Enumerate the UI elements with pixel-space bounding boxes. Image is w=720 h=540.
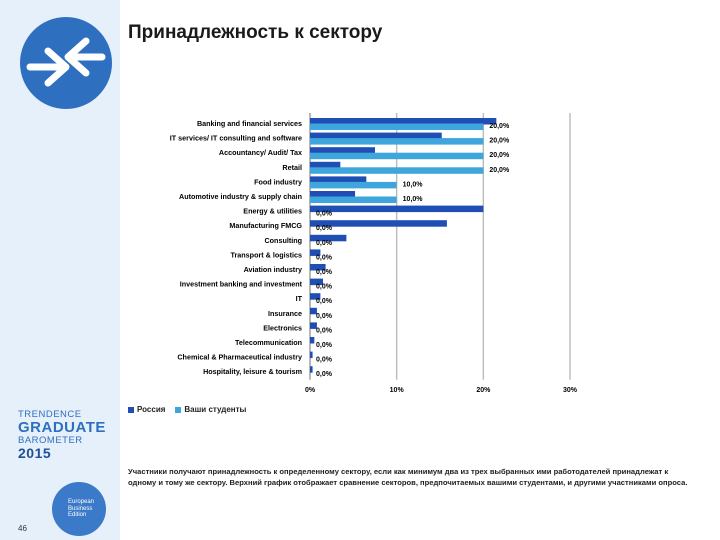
data-label: 20,0% (489, 166, 510, 174)
data-label: 0,0% (316, 356, 332, 364)
barometer-line-2: GRADUATE (18, 418, 106, 436)
bar-russia (310, 366, 313, 373)
explanatory-note: Участники получают принадлежность к определенному сектору, если как минимум два из трех выбранных ими работодателей принадлежат к одному и тому же сектору. Верхний график отображает сравнение секторов, предпочитаемых вашими студентами, и другими участниками опроса. (128, 466, 688, 487)
bar-russia (310, 337, 314, 344)
bar-students (310, 167, 483, 174)
category-label: IT (295, 294, 302, 304)
x-tick-label: 0% (304, 386, 316, 394)
badge-line-2: Business (68, 505, 93, 512)
category-label: Hospitality, leisure & tourism (203, 367, 302, 377)
bar-students (310, 182, 397, 189)
page-number: 46 (18, 524, 27, 533)
bar-students (310, 124, 483, 131)
bar-students (310, 153, 483, 160)
data-label: 0,0% (316, 371, 332, 379)
legend-label-students: Ваши студенты (184, 405, 247, 414)
slide-title: Принадлежность к сектору (128, 22, 383, 43)
legend-item-russia (128, 405, 165, 414)
barometer-line-3: BAROMETER (18, 434, 83, 446)
category-label: Manufacturing FMCG (229, 221, 302, 231)
category-label: Aviation industry (243, 265, 302, 274)
category-label: Accountancy/ Audit/ Tax (218, 148, 302, 158)
data-label: 0,0% (316, 283, 332, 291)
category-label: IT services/ IT consulting and software (169, 133, 302, 143)
x-tick-label: 10% (389, 386, 404, 394)
data-label: 0,0% (316, 225, 332, 233)
category-label: Consulting (264, 235, 302, 245)
data-label: 0,0% (316, 298, 332, 306)
chart-svg (120, 105, 610, 405)
category-label: Chemical & Pharmaceutical industry (177, 352, 302, 362)
data-label: 10,0% (402, 196, 423, 203)
chart-legend (128, 405, 246, 414)
category-label: Telecommunication (235, 338, 302, 347)
category-label: Transport & logistics (230, 250, 302, 260)
sector-bar-chart (120, 105, 610, 435)
bar-students (310, 138, 483, 145)
data-label: 0,0% (316, 312, 332, 320)
data-label: 0,0% (316, 254, 332, 262)
data-label: 20,0% (489, 137, 510, 145)
category-label: Electronics (263, 323, 302, 333)
data-label: 20,0% (489, 123, 510, 130)
data-label: 0,0% (316, 210, 332, 218)
legend-swatch-students (175, 407, 181, 413)
legend-item-students (175, 405, 246, 414)
badge-line-3: Edition (68, 512, 87, 519)
european-edition-badge (52, 482, 106, 536)
category-label: Insurance (268, 308, 302, 318)
data-label: 0,0% (316, 342, 332, 349)
category-label: Retail (282, 162, 302, 172)
x-tick-label: 30% (562, 386, 578, 394)
category-label: Banking and financial services (196, 119, 302, 128)
data-label: 20,0% (489, 152, 510, 160)
category-label: Food industry (254, 177, 302, 187)
data-label: 0,0% (316, 239, 332, 247)
arrows-logo-icon (20, 17, 112, 109)
legend-label-russia: Россия (137, 405, 166, 414)
barometer-line-1: TRENDENCE (18, 409, 82, 420)
barometer-year: 2015 (18, 444, 52, 461)
category-label: Investment banking and investment (179, 279, 302, 289)
data-label: 0,0% (316, 327, 332, 335)
category-label: Automotive industry & supply chain (179, 192, 302, 201)
data-label: 0,0% (316, 269, 332, 276)
badge-line-1: European (68, 498, 95, 505)
bar-russia (310, 206, 483, 213)
legend-swatch-russia (128, 407, 134, 413)
bar-russia (310, 352, 313, 359)
data-label: 10,0% (402, 181, 423, 189)
bar-students (310, 197, 397, 204)
x-tick-label: 20% (476, 386, 491, 394)
category-label: Energy & utilities (243, 206, 302, 216)
